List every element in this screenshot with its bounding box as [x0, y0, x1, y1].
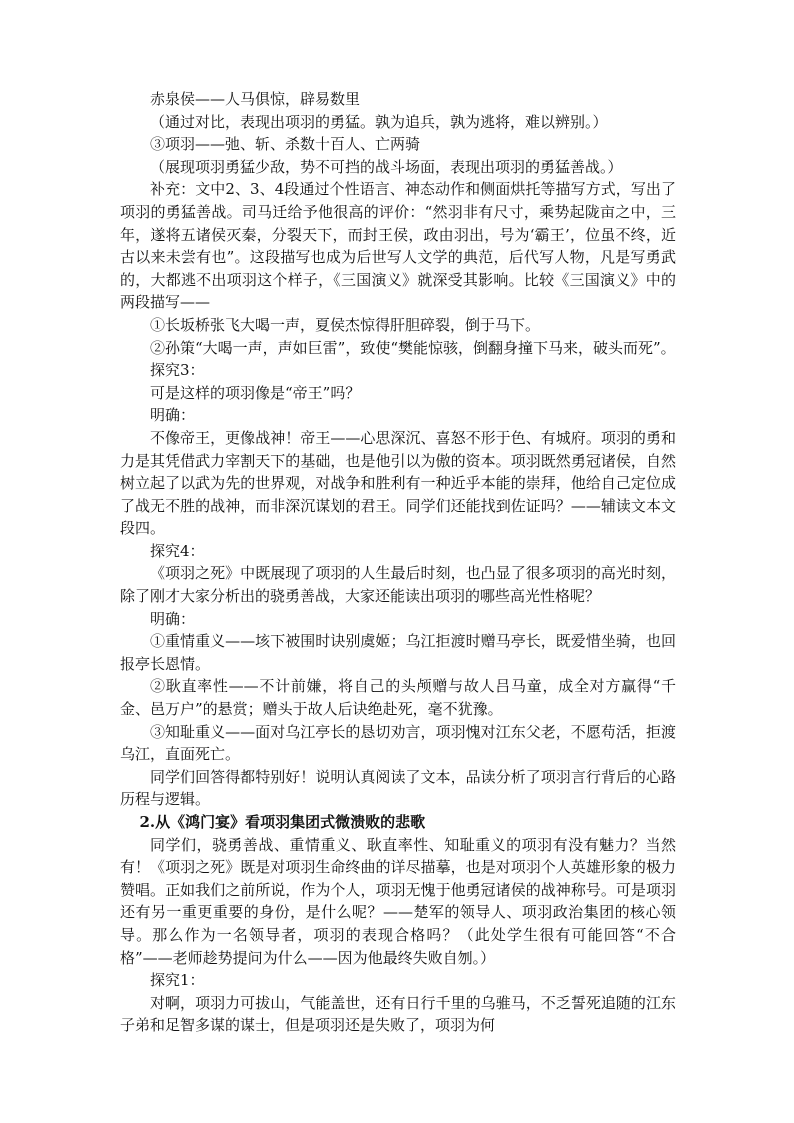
paragraph: 探究3： — [150, 361, 205, 380]
paragraph: 同学们，骁勇善战、重情重义、耿直率性、知耻重义的项羽有没有魅力？当然有！《项羽之死》既是对项羽生命终曲的详尽描摹，也是对项羽个人英雄形象的极力赞唱。正如我们之前所说，作为个人，项羽无愧于他勇冠诸侯的战神称号。可是项羽还有另一重更重要的身份，是什么呢？——楚军的领导人、项羽政治集团的核心领导。那么作为一名领导者，项羽的表现合格吗？（此处学生很有可能回答“不合格”——老师趁势提问为什么——因为他最终失败自刎。） — [120, 835, 676, 967]
paragraph: 可是这样的项羽像是“帝王”吗？ — [150, 383, 361, 402]
paragraph: 不像帝王，更像战神！帝王——心思深沉、喜怒不形于色、有城府。项羽的勇和力是其凭借武力宰割天下的基础，也是他引以为傲的资本。项羽既然勇冠诸侯，自然树立起了以武为先的世界观，对战争和胜利有一种近乎本能的崇拜，他给自己定位成了战无不胜的战神，而非深沉谋划的君王。同学们还能找到佐证吗？——辅读文本文段四。 — [120, 428, 676, 538]
paragraph: ③知耻重义——面对乌江亭长的恳切劝言，项羽愧对江东父老，不愿苟活，拒渡乌江，直面死亡。 — [120, 722, 676, 764]
paragraph: 《项羽之死》中既展现了项羽的人生最后时刻，也凸显了很多项羽的高光时刻，除了刚才大家分析出的骁勇善战，大家还能读出项羽的哪些高光性格呢？ — [120, 564, 676, 606]
paragraph: （展现项羽勇猛少敌，势不可挡的战斗场面，表现出项羽的勇猛善战。） — [150, 157, 623, 176]
section-heading: 2.从《鸿门宴》看项羽集团式微溃败的悲歌 — [139, 813, 426, 831]
paragraph: ②耿直率性——不计前嫌，将自己的头颅赠与故人吕马童，成全对方赢得“千金、邑万户”的悬赏；赠头于故人后诀绝赴死，毫不犹豫。 — [120, 677, 676, 719]
paragraph: 明确： — [150, 406, 196, 425]
paragraph: 补充：文中2、3、4段通过个性语言、神态动作和侧面烘托等描写方式，写出了项羽的勇猛善战。司马迁给予他很高的评价：“然羽非有尺寸，乘势起陇亩之中，三年，遂将五诸侯灭秦，分裂天下，而封王侯，政由羽出，号为‘霸王’，位虽不终，近古以来未尝有也”。这段描写也成为后世写人文学的典范，后代写人物，凡是写勇武的，大都逃不出项羽这个样子，《三国演义》就深受其影响。比较《三国演义》中的两段描写—— — [120, 180, 676, 312]
paragraph: 明确： — [150, 609, 196, 628]
paragraph: （通过对比，表现出项羽的勇猛。孰为追兵，孰为逃将，难以辨别。） — [150, 112, 608, 131]
paragraph: ①重情重义——垓下被围时诀别虞姬；乌江拒渡时赠马亭长，既爱惜坐骑，也回报亭长恩情。 — [120, 632, 676, 673]
paragraph: ②孙策“大喝一声，声如巨雷”，致使“樊能惊骇，倒翻身撞下马来，破头而死”。 — [150, 338, 676, 357]
paragraph: 对啊，项羽力可拔山，气能盖世，还有日行千里的乌骓马，不乏誓死追随的江东子弟和足智多谋的谋士，但是项羽还是失败了，项羽为何 — [120, 993, 676, 1035]
paragraph: ①长坂桥张飞大喝一声，夏侯杰惊得肝胆碎裂，倒于马下。 — [150, 315, 541, 334]
paragraph: 赤泉侯——人马俱惊，辟易数里 — [150, 90, 361, 108]
paragraph: ③项羽——弛、斩、杀数十百人、亡两骑 — [150, 135, 421, 154]
document-page — [120, 88, 676, 1037]
paragraph: 探究4： — [150, 541, 205, 560]
paragraph: 同学们回答得都特别好！说明认真阅读了文本，品读分析了项羽言行背后的心路历程与逻辑。 — [120, 767, 676, 809]
paragraph: 探究1： — [150, 971, 205, 990]
